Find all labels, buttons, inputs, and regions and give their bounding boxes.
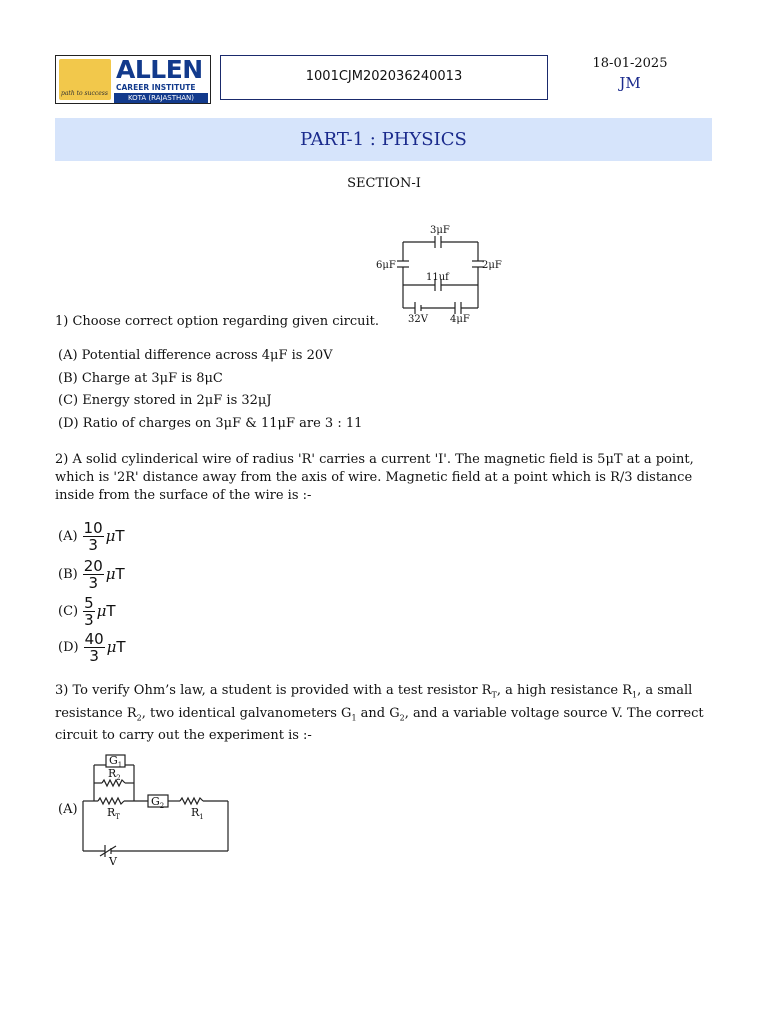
q2-option-a-unit	[106, 527, 125, 545]
q3-text-part: , a small	[637, 683, 693, 698]
q2-option-d-mu: μ	[106, 638, 117, 656]
q1-cap-11uf-label: 11uf	[426, 272, 449, 283]
q1-option-a[interactable]: (A) Potential difference across 4μF is 20V	[58, 348, 333, 363]
q2-line-1: 2) A solid cylinderical wire of radius 'R' carries a current 'I'. The magnetic field is 5μT at a point,	[55, 452, 694, 467]
q2-option-b-mu: μ	[105, 565, 116, 583]
q3-g1-text: G	[109, 754, 118, 767]
q2-option-b-num: 20	[83, 556, 103, 575]
q2-option-c-den: 3	[84, 610, 94, 629]
q3-r2-sub: 2	[116, 774, 121, 782]
q2-option-d-fraction	[84, 631, 105, 664]
q3-g2-text: G	[151, 795, 160, 808]
q2-option-d-tesla: T	[116, 638, 126, 656]
q1-battery-label: 32V	[408, 314, 428, 325]
paper-code-label: JM	[619, 74, 641, 92]
q2-option-c-num: 5	[84, 593, 94, 612]
q3-rt-text: R	[107, 806, 116, 819]
q3-r2-label	[108, 767, 121, 782]
q2-option-a-den: 3	[88, 535, 98, 554]
section-title: SECTION-I	[347, 176, 421, 191]
logo-location: KOTA (RAJASTHAN)	[114, 93, 208, 103]
q2-option-a-tesla: T	[115, 527, 125, 545]
part-title: PART-1 : PHYSICS	[55, 118, 712, 161]
paper-code-box: 1001CJM202036240013	[220, 55, 548, 100]
logo-subtitle: CAREER INSTITUTE	[116, 83, 196, 92]
q3-r2-text: R	[108, 767, 117, 780]
q3-g2-sub: 2	[159, 802, 165, 810]
q2-option-a-label: (A)	[58, 528, 78, 544]
q2-option-b-unit	[106, 565, 125, 583]
q1-cap-3uf-label: 3μF	[430, 225, 450, 236]
q2-option-c-mu: μ	[96, 602, 107, 620]
q3-text-part: and G	[356, 705, 400, 721]
exam-date: 18-01-2025	[592, 56, 668, 71]
q3-text-part: , and a variable voltage source V. The correct	[404, 705, 704, 721]
q2-option-b-fraction	[83, 558, 104, 591]
q1-text: 1) Choose correct option regarding given circuit.	[55, 314, 380, 329]
q3-rt-label	[107, 806, 120, 821]
q2-option-d-den: 3	[89, 646, 99, 665]
q2-line-2: which is '2R' distance away from the axis of wire. Magnetic field at a point which is R/3 distance	[55, 470, 693, 485]
q2-line-3: inside from the surface of the wire is :-	[55, 488, 312, 503]
q2-option-d[interactable]	[58, 629, 126, 665]
q2-option-a-num: 10	[83, 518, 103, 537]
q2-option-b[interactable]	[58, 556, 125, 592]
q2-text	[55, 451, 715, 505]
q3-g2-label	[151, 795, 164, 810]
q3-sub: 2	[399, 713, 405, 723]
q3-sub: 2	[136, 713, 142, 723]
q2-option-b-tesla: T	[115, 565, 125, 583]
q2-option-d-unit	[107, 638, 126, 656]
q3-text	[55, 682, 715, 745]
q3-sub: T	[491, 690, 497, 700]
q3-line-1	[55, 682, 715, 705]
q3-r1-text: R	[191, 806, 200, 819]
q1-option-d[interactable]: (D) Ratio of charges on 3μF & 11μF are 3 : 11	[58, 416, 363, 431]
q2-option-a-fraction	[83, 520, 104, 553]
q3-r1-label	[191, 806, 204, 821]
q1-cap-6uf-label: 6μF	[376, 260, 396, 271]
q2-option-c[interactable]	[58, 593, 116, 629]
q3-sub: 1	[631, 690, 638, 700]
q2-option-a[interactable]	[58, 518, 125, 554]
q3-line-3: circuit to carry out the experiment is :-	[55, 728, 312, 744]
q3-sub: 1	[351, 713, 357, 723]
q2-option-c-fraction	[83, 595, 95, 628]
allen-logo	[55, 55, 211, 104]
q2-option-a-mu: μ	[105, 527, 116, 545]
q2-option-b-den: 3	[88, 573, 99, 592]
q3-v-label: V	[109, 855, 117, 868]
q3-r1-sub: 1	[199, 813, 204, 821]
q2-option-d-num: 40	[84, 629, 104, 648]
q3-rt-sub: T	[115, 813, 120, 821]
q1-option-c[interactable]: (C) Energy stored in 2μF is 32μJ	[58, 393, 272, 408]
logo-tagline: path to success	[61, 90, 108, 97]
q1-cap-4uf-label: 4μF	[450, 314, 470, 325]
q2-option-d-label: (D)	[58, 639, 79, 655]
q3-option-a-circuit	[78, 748, 234, 870]
q1-cap-2uf-label: 2μF	[482, 260, 502, 271]
q3-g1-sub: 1	[117, 761, 123, 769]
q3-text-part: resistance R	[55, 705, 137, 721]
q2-option-c-tesla: T	[106, 602, 116, 620]
logo-brand: ALLEN	[116, 55, 203, 84]
q2-option-c-label: (C)	[58, 603, 79, 619]
q1-option-b[interactable]: (B) Charge at 3μF is 8μC	[58, 371, 223, 386]
q3-line-2	[55, 705, 715, 728]
q3-option-a-label[interactable]: (A)	[58, 802, 78, 817]
q2-option-c-unit	[97, 602, 116, 620]
q3-text-part: , a high resistance R	[496, 683, 632, 698]
q3-text-part: , two identical galvanometers G	[141, 705, 352, 721]
q2-option-b-label: (B)	[58, 566, 78, 582]
q3-text-part: 3) To verify Ohm’s law, a student is provided with a test resistor R	[55, 683, 492, 698]
